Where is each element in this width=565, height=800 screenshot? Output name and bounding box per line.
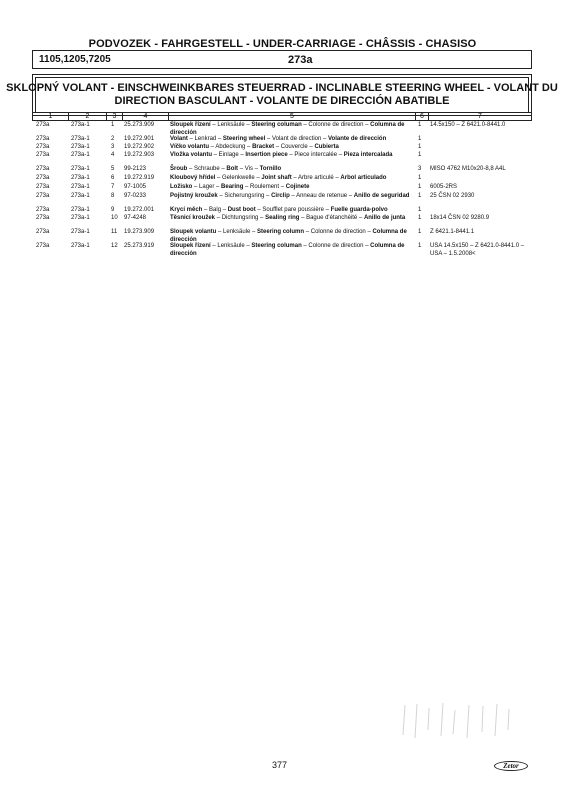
model-group-bar: [32, 50, 532, 69]
row-note: 14.5x150 – Z 6421.0-8441.0: [430, 122, 506, 128]
parts-table-body: [32, 122, 532, 259]
description-term: Sloupek volantu: [170, 229, 217, 235]
row-subgroup: 273a-1: [71, 193, 90, 199]
row-group: 273a: [36, 207, 50, 213]
row-description: [170, 229, 416, 244]
zetor-logo: Zetor: [494, 761, 528, 771]
row-quantity: 1: [418, 207, 422, 213]
description-term: Víčko volantu: [170, 144, 210, 150]
description-text: – Anneau de retenue –: [289, 193, 354, 199]
description-text: – Soufflet pare poussière –: [255, 207, 331, 213]
section-title-box: [6, 74, 558, 116]
row-subgroup: 273a-1: [71, 207, 90, 213]
row-group: 273a: [36, 136, 50, 142]
row-note: 25 ČSN 02 2930: [430, 193, 475, 199]
description-term: Joint shaft: [261, 175, 292, 181]
description-term: Šroub: [170, 166, 188, 172]
description-term: Pieza intercalada: [343, 152, 393, 158]
row-position: 10: [111, 215, 118, 221]
row-note: 18x14 ČSN 02 9280.9: [430, 215, 490, 221]
column-header-7: 7: [478, 113, 482, 120]
row-quantity: 3: [418, 166, 422, 172]
row-part-number: 99-2123: [124, 166, 147, 172]
description-term: Sealing ring: [265, 215, 300, 221]
page-heading: PODVOZEK - FAHRGESTELL - UNDER-CARRIAGE - CHÂSSIS - CHASISO: [88, 38, 477, 50]
description-term: Steering column: [257, 229, 305, 235]
table-row: [32, 215, 532, 229]
description-term: Columna de dirección: [170, 122, 405, 136]
table-row: [32, 144, 532, 152]
description-term: Krycí měch: [170, 207, 203, 213]
section-title-line-1: SKLOPNÝ VOLANT - EINSCHWEINKBARES STEUERRAD - INCLINABLE STEERING WHEEL - VOLANT DU: [6, 82, 558, 94]
row-part-number: 19.272.901: [124, 136, 155, 142]
table-row: [32, 207, 532, 215]
row-group: 273a: [36, 175, 50, 181]
row-description: [170, 193, 416, 201]
row-quantity: 1: [418, 193, 422, 199]
row-position: 11: [111, 229, 118, 235]
section-title-inner: [6, 77, 558, 113]
description-text: – Piece intercalée –: [287, 152, 344, 158]
description-text: – Abdeckung –: [209, 144, 253, 150]
description-term: Pojistný kroužek: [170, 193, 218, 199]
group-code: 273a: [288, 54, 313, 66]
description-term: Circlip: [271, 193, 290, 199]
row-position: 1: [111, 122, 115, 128]
description-text: – Arbre articulé –: [291, 175, 341, 181]
row-note: USA 14.5x150 – Z 6421.0-8441.0 – USA – 1.5.2008<: [430, 243, 525, 257]
row-group: 273a: [36, 152, 50, 158]
column-header-2: 2: [69, 113, 107, 121]
description-term: Tornillo: [259, 166, 282, 172]
row-description: [170, 152, 416, 160]
row-position: 2: [111, 136, 115, 142]
row-note: MISO 4762 M10x20-8,8 A4L: [430, 166, 506, 172]
description-text: – Sicherungsring –: [217, 193, 272, 199]
description-term: Bracket: [252, 144, 275, 150]
row-position: 12: [111, 243, 118, 249]
description-term: Cubierta: [314, 144, 339, 150]
description-text: – Roulement –: [243, 184, 286, 190]
row-group: 273a: [36, 166, 50, 172]
column-header-row: [32, 112, 532, 121]
table-row: [32, 152, 532, 166]
description-term: Sloupek řízení: [170, 243, 211, 249]
description-term: Columna de dirección: [170, 229, 407, 243]
column-header-1: 1: [33, 113, 69, 121]
description-term: Steering wheel: [222, 136, 266, 142]
description-term: Anillo de junta: [363, 215, 406, 221]
row-subgroup: 273a-1: [71, 243, 90, 249]
row-part-number: 97-0233: [124, 193, 147, 199]
column-header-5: 5: [169, 113, 416, 121]
description-term: Sloupek řízení: [170, 122, 211, 128]
description-term: Bolt: [226, 166, 239, 172]
row-subgroup: 273a-1: [71, 152, 90, 158]
row-description: [170, 144, 416, 152]
row-subgroup: 273a-1: [71, 136, 90, 142]
row-description: [170, 243, 416, 258]
description-text: – Colonne de direction –: [301, 122, 371, 128]
description-term: Kloubový hřídel: [170, 175, 216, 181]
description-term: Arbol articulado: [340, 175, 387, 181]
description-text: – Lenksäule –: [210, 243, 252, 249]
table-row: [32, 175, 532, 184]
table-row: [32, 229, 532, 243]
section-title-line-2: DIRECTION BASCULANT - VOLANTE DE DIRECCIÓN ABATIBLE: [114, 95, 450, 107]
table-row: [32, 193, 532, 207]
row-group: 273a: [36, 215, 50, 221]
row-subgroup: 273a-1: [71, 229, 90, 235]
row-description: [170, 136, 416, 144]
row-position: 5: [111, 166, 115, 172]
description-term: Cojinete: [285, 184, 310, 190]
row-subgroup: 273a-1: [71, 184, 90, 190]
description-text: – Volant de direction –: [265, 136, 328, 142]
description-term: Volante de dirección: [328, 136, 387, 142]
model-numbers: 1105,1205,7205: [39, 54, 111, 65]
row-part-number: 19.272.903: [124, 152, 155, 158]
row-part-number: 25.273.919: [124, 243, 155, 249]
description-term: Columna de dirección: [170, 243, 405, 257]
row-quantity: 1: [418, 144, 422, 150]
row-quantity: 1: [418, 152, 422, 158]
column-header-4: 4: [123, 113, 169, 121]
row-note: 6005-2RS: [430, 184, 458, 190]
description-text: – Schraube –: [187, 166, 227, 172]
row-subgroup: 273a-1: [71, 215, 90, 221]
row-description: [170, 215, 416, 223]
row-position: 7: [111, 184, 115, 190]
description-text: – Colonne de direction –: [301, 243, 371, 249]
table-row: [32, 184, 532, 193]
description-term: Steering columan: [251, 243, 302, 249]
row-position: 4: [111, 152, 115, 158]
table-row: [32, 166, 532, 175]
row-part-number: 19.273.909: [124, 229, 155, 235]
row-subgroup: 273a-1: [71, 166, 90, 172]
description-term: Bearing: [221, 184, 244, 190]
row-description: [170, 122, 416, 137]
row-group: 273a: [36, 243, 50, 249]
row-subgroup: 273a-1: [71, 175, 90, 181]
description-text: – Einlage –: [212, 152, 246, 158]
description-term: Steering columan: [251, 122, 302, 128]
row-part-number: 97-1005: [124, 184, 147, 190]
row-quantity: 1: [418, 136, 422, 142]
row-subgroup: 273a-1: [71, 122, 90, 128]
description-term: Fuelle guarda-polvo: [330, 207, 388, 213]
row-part-number: 19.272.919: [124, 175, 155, 181]
table-row: [32, 122, 532, 136]
row-position: 8: [111, 193, 115, 199]
row-quantity: 1: [418, 243, 422, 249]
row-part-number: 97-4248: [124, 215, 147, 221]
row-group: 273a: [36, 184, 50, 190]
description-term: Ložisko: [170, 184, 193, 190]
row-description: [170, 207, 416, 215]
description-term: Těsnicí kroužek: [170, 215, 216, 221]
description-text: – Lenksäule –: [210, 122, 252, 128]
table-row: [32, 243, 532, 259]
row-part-number: 19.272.001: [124, 207, 155, 213]
row-description: [170, 166, 416, 174]
description-term: Anillo de seguridad: [353, 193, 410, 199]
row-group: 273a: [36, 144, 50, 150]
row-quantity: 1: [418, 184, 422, 190]
page-number: 377: [272, 760, 288, 770]
description-text: – Lager –: [192, 184, 222, 190]
row-quantity: 1: [418, 122, 422, 128]
row-note: Z 6421.1-8441.1: [430, 229, 475, 235]
description-term: Vložka volantu: [170, 152, 213, 158]
row-part-number: 19.272.902: [124, 144, 155, 150]
row-position: 9: [111, 207, 115, 213]
table-row: [32, 136, 532, 144]
description-text: – Gelenkwelle –: [215, 175, 262, 181]
description-text: – Colonne de direction –: [304, 229, 373, 235]
row-group: 273a: [36, 122, 50, 128]
row-subgroup: 273a-1: [71, 144, 90, 150]
column-header-6: 6: [416, 113, 429, 121]
row-quantity: 1: [418, 175, 422, 181]
scan-artifact-marks: [395, 700, 525, 740]
row-part-number: 25.273.909: [124, 122, 155, 128]
row-group: 273a: [36, 229, 50, 235]
row-description: [170, 175, 416, 183]
description-text: – Lenkrad –: [187, 136, 223, 142]
row-group: 273a: [36, 193, 50, 199]
row-position: 6: [111, 175, 115, 181]
description-text: – Couvercle –: [274, 144, 315, 150]
description-term: Dust boot: [227, 207, 256, 213]
description-text: – Dichtungsring –: [215, 215, 266, 221]
description-text: – Lenksäule –: [216, 229, 258, 235]
row-quantity: 1: [418, 229, 422, 235]
description-text: – Bague d'étanchéité –: [299, 215, 364, 221]
description-term: Volant: [170, 136, 188, 142]
description-text: – Vis –: [238, 166, 260, 172]
row-position: 3: [111, 144, 115, 150]
description-text: – Balg –: [202, 207, 228, 213]
description-term: Insertion piece: [245, 152, 288, 158]
row-quantity: 1: [418, 215, 422, 221]
row-description: [170, 184, 416, 192]
column-header-3: 3: [107, 113, 123, 121]
